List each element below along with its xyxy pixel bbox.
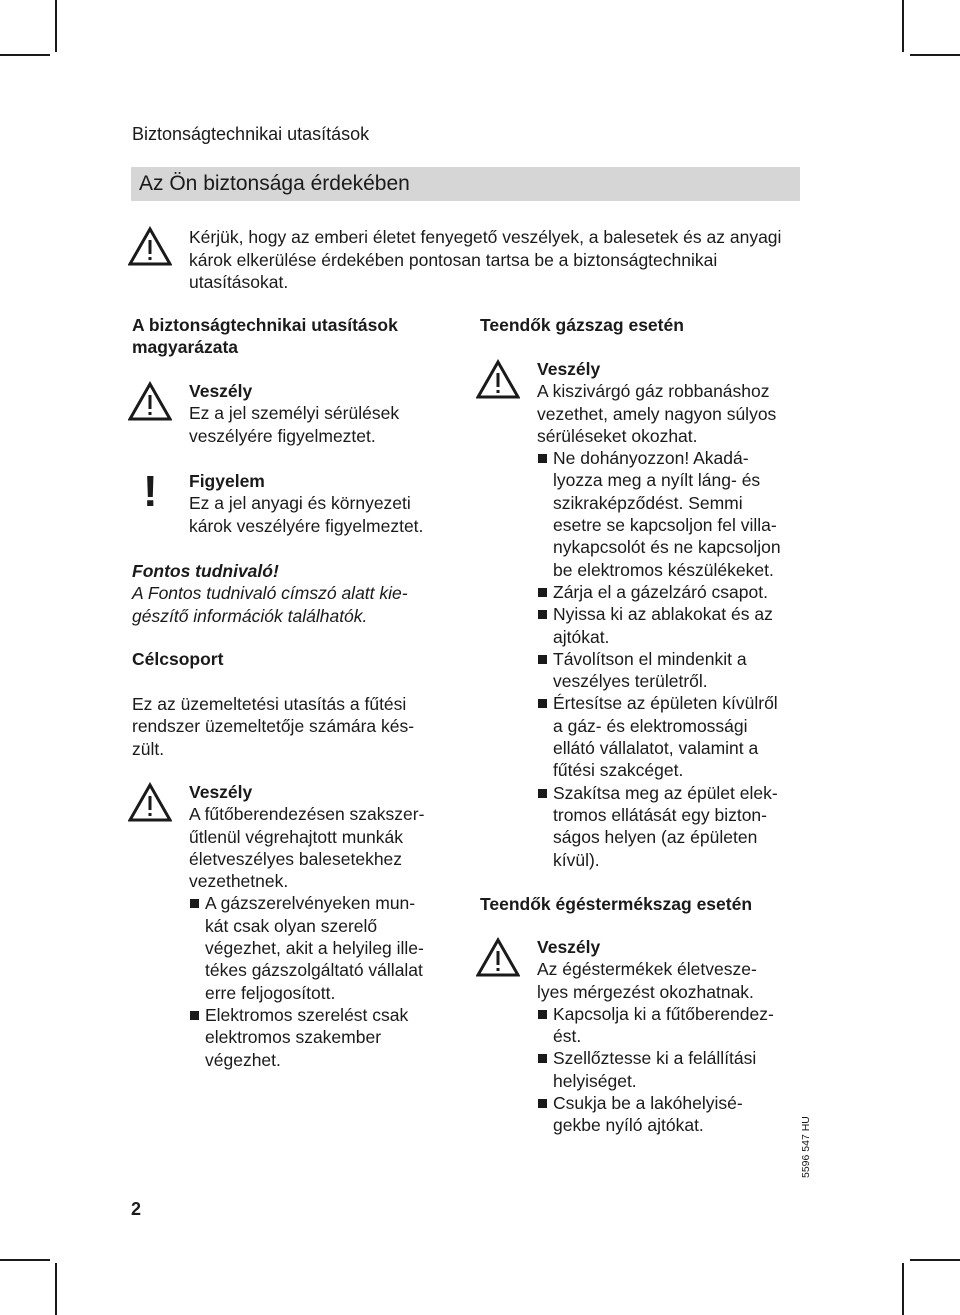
text-line: lyes mérgezést okozhatnak. — [537, 981, 754, 1002]
text-line: A fűtőberendezésen szakszer- — [189, 804, 425, 825]
list-item — [189, 1004, 459, 1071]
crop-mark — [55, 0, 57, 52]
list-item — [537, 447, 807, 581]
text-line: Ez a jel személyi sérülések — [189, 403, 400, 424]
text-line: A gázszerelvényeken mun- — [205, 893, 416, 914]
flue-heading: Teendők égéstermékszag esetén — [480, 894, 753, 914]
text-line: veszélyére figyelmeztet. — [189, 425, 376, 446]
section-header: Biztonságtechnikai utasítások — [132, 124, 370, 144]
danger-label: Veszély — [189, 782, 253, 802]
page-title-bar — [131, 167, 800, 201]
bullet-list — [537, 1003, 807, 1137]
text-line: A kiszivárgó gáz robbanáshoz — [537, 381, 770, 402]
bullet-list — [537, 447, 807, 871]
crop-mark — [902, 1263, 904, 1315]
warning-triangle-icon — [476, 359, 520, 399]
gas-danger-block — [537, 358, 807, 871]
page-number: 2 — [131, 1199, 142, 1219]
text-line: tékes gázszolgáltató vállalat — [205, 960, 423, 981]
text-line: Csukja be a lakóhelyisé- — [553, 1093, 743, 1114]
text-line: kát csak olyan szerelő — [205, 915, 378, 936]
text-line: elektromos szakember — [205, 1027, 382, 1048]
target-paragraph — [132, 693, 414, 760]
text-line: rendszer üzemeltetője számára kés- — [132, 716, 415, 737]
text-line: lyozza meg a nyílt láng- és — [553, 470, 761, 491]
text-line: Távolítson el mindenkit a — [553, 648, 747, 669]
bullet-list — [189, 892, 459, 1070]
text-line: ellátó vállalatot, valamint a — [553, 738, 759, 759]
text-line: Zárja el a gázelzáró csapot. — [553, 581, 768, 602]
document-code: 5596 547 HU — [800, 1116, 812, 1178]
text-line: be elektromos készülékeket. — [553, 559, 774, 580]
text-line: ést. — [553, 1026, 582, 1047]
crop-mark — [902, 0, 904, 52]
text-line: ajtókat. — [553, 626, 610, 647]
page-title: Az Ön biztonsága érdekében — [139, 172, 410, 195]
text-line: Elektromos szerelést csak — [205, 1004, 409, 1025]
text-line: Kapcsolja ki a fűtőberendez- — [553, 1003, 774, 1024]
important-note — [132, 560, 408, 627]
danger-label: Veszély — [189, 381, 253, 401]
danger-label: Veszély — [537, 937, 601, 957]
text-line: Ez a jel anyagi és környezeti — [189, 493, 411, 514]
text-line: Szakítsa meg az épület elek- — [553, 782, 778, 803]
text-line: Nyissa ki az ablakokat és az — [553, 604, 773, 625]
text-line: űtlenül végrehajtott munkák — [189, 826, 404, 847]
text-line: vezethetnek. — [189, 871, 289, 892]
text-line: zült. — [132, 738, 165, 759]
text-line: fűtési szakcéget. — [553, 760, 684, 781]
list-item — [537, 581, 807, 603]
text-line: A Fontos tudnivaló címszó alatt kie- — [132, 583, 408, 604]
text-line: nykapcsolót és ne kapcsoljon — [553, 537, 781, 558]
warning-triangle-icon — [128, 226, 172, 266]
text-line: Értesítse az épületen kívülről — [553, 693, 778, 714]
warning-triangle-icon — [128, 381, 172, 421]
warning-triangle-icon — [476, 937, 520, 977]
exclamation-icon: ! — [143, 467, 158, 516]
text-line: veszélyes területről. — [553, 671, 708, 692]
text-line: kívül). — [553, 849, 600, 870]
warning-triangle-icon — [128, 782, 172, 822]
text-line: végezhet. — [205, 1049, 281, 1070]
list-item — [537, 1047, 807, 1092]
text-line: a gáz- és elektromossági — [553, 715, 748, 736]
list-item — [537, 648, 807, 693]
crop-mark — [910, 1259, 960, 1261]
list-item — [537, 1003, 807, 1048]
important-label: Fontos tudnivaló! — [132, 561, 279, 581]
text-line: károk veszélyére figyelmeztet. — [189, 515, 424, 536]
text-line: szikraképződést. Semmi — [553, 492, 743, 513]
text-line: Szellőztesse ki a felállítási — [553, 1048, 757, 1069]
text-line: végezhet, akit a helyileg ille- — [205, 938, 424, 959]
list-item — [537, 692, 807, 781]
explain-heading-line: magyarázata — [132, 337, 239, 358]
crop-mark — [55, 1263, 57, 1315]
flue-danger-block — [537, 936, 807, 1137]
attention-label: Figyelem — [189, 471, 265, 491]
text-line: gekbe nyíló ajtókat. — [553, 1115, 704, 1136]
danger-heating-block — [189, 781, 459, 1071]
list-item — [537, 782, 807, 871]
text-line: sérüléseket okozhat. — [537, 425, 698, 446]
danger-label: Veszély — [537, 359, 601, 379]
text-line: helyiséget. — [553, 1070, 637, 1091]
attention-explanation — [189, 470, 423, 537]
text-line: Az égéstermékek életvesze- — [537, 959, 757, 980]
intro-paragraph: Kérjük, hogy az emberi életet fenyegető veszélyek, a balesetek és az anyagi károk elkerülése érdekében pontosan tartsa be a biztonságtechnikai utasításokat. — [189, 227, 782, 292]
text-line: tromos ellátását egy bizton- — [553, 804, 767, 825]
text-line: erre feljogosított. — [205, 982, 336, 1003]
danger-explanation — [189, 380, 399, 447]
target-heading: Célcsoport — [132, 649, 224, 669]
crop-mark — [0, 54, 50, 56]
text-line: esetre se kapcsoljon fel villa- — [553, 515, 777, 536]
list-item — [537, 1092, 807, 1137]
list-item — [537, 603, 807, 648]
explain-heading-line: A biztonságtechnikai utasítások — [132, 315, 398, 335]
text-line: ságos helyen (az épületen — [553, 827, 758, 848]
text-line: életveszélyes balesetekhez — [189, 848, 403, 869]
list-item — [189, 892, 459, 1003]
explain-heading — [132, 314, 398, 359]
text-line: gészítő információk találhatók. — [132, 605, 368, 626]
crop-mark — [0, 1259, 50, 1261]
gas-heading: Teendők gázszag esetén — [480, 315, 684, 335]
text-line: vezethet, amely nagyon súlyos — [537, 403, 777, 424]
text-line: Ne dohányozzon! Akadá- — [553, 448, 749, 469]
text-line: Ez az üzemeltetési utasítás a fűtési — [132, 694, 407, 714]
crop-mark — [910, 54, 960, 56]
